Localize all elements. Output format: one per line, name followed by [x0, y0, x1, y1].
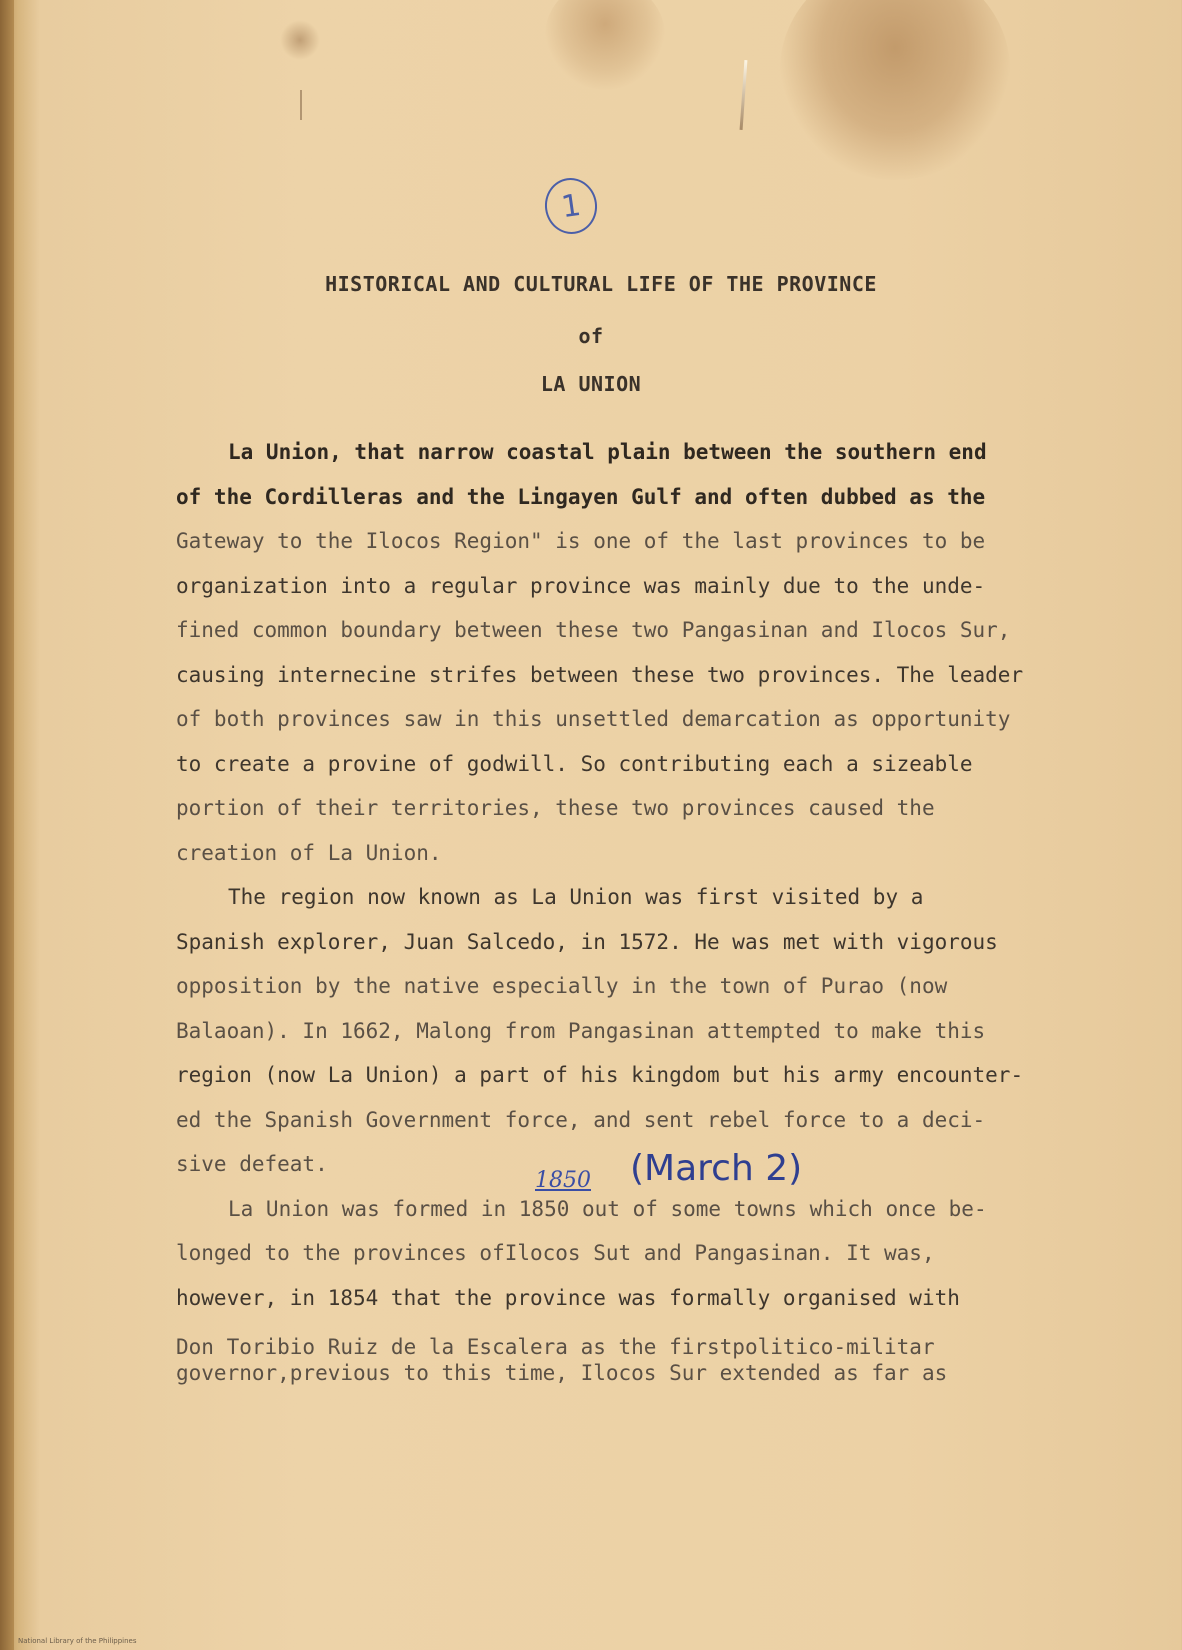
library-footer: National Library of the Philippines: [18, 1637, 137, 1645]
text-line: La Union was formed in 1850 out of some towns which once be-: [228, 1196, 987, 1221]
document-title-of: of: [578, 324, 604, 348]
text-line: organization into a regular province was mainly due to the unde-: [176, 573, 986, 598]
handwritten-date-note: (March 2): [630, 1148, 803, 1189]
text-line: Spanish explorer, Juan Salcedo, in 1572. He was met with vigorous: [176, 929, 998, 954]
text-line: governor,previous to this time, Ilocos Sur extended as far as: [176, 1361, 948, 1385]
text-line: longed to the provinces ofIlocos Sut and Pangasinan. It was,: [176, 1241, 935, 1265]
page-number: [541, 175, 600, 238]
document-title: HISTORICAL AND CULTURAL LIFE OF THE PROVINCE: [325, 272, 877, 296]
handwritten-year-correction: 1850: [535, 1168, 591, 1193]
paper-tear: [740, 60, 748, 130]
text-line: The region now known as La Union was first visited by a: [228, 885, 924, 909]
text-line: of both provinces saw in this unsettled demarcation as opportunity: [176, 707, 1011, 731]
text-line: however, in 1854 that the province was formally organised with: [176, 1285, 960, 1310]
text-line: Balaoan). In 1662, Malong from Pangasinan attempted to make this: [176, 1018, 986, 1043]
document-body: [176, 430, 1076, 1386]
paper-crease: [300, 90, 302, 120]
page-binding-edge: [0, 0, 14, 1650]
document-title-province: LA UNION: [540, 372, 642, 396]
text-line: of the Cordilleras and the Lingayen Gulf and often dubbed as the: [176, 484, 986, 509]
text-line: portion of their territories, these two provinces caused the: [176, 796, 935, 820]
water-stain: [545, 0, 665, 90]
text-line: sive defeat.: [176, 1152, 328, 1176]
ink-spot: [280, 20, 320, 60]
text-line: fined common boundary between these two Pangasinan and Ilocos Sur,: [176, 618, 1011, 642]
text-line: region (now La Union) a part of his kingdom but his army encounter-: [176, 1063, 1024, 1087]
text-line: La Union, that narrow coastal plain between the southern end: [228, 440, 987, 464]
water-stain: [780, 0, 1010, 180]
text-line: Don Toribio Ruiz de la Escalera as the firstpolitico-militar: [176, 1335, 935, 1359]
page-number-text: 1: [559, 187, 583, 225]
text-line: ed the Spanish Government force, and sent rebel force to a deci-: [176, 1107, 986, 1132]
text-line: opposition by the native especially in the town of Purao (now: [176, 974, 948, 998]
text-line: Gateway to the Ilocos Region" is one of the last provinces to be: [176, 529, 986, 553]
text-line: causing internecine strifes between these two provinces. The leader: [176, 662, 1024, 687]
text-line: creation of La Union.: [176, 840, 442, 865]
text-line: to create a provine of godwill. So contributing each a sizeable: [176, 751, 973, 776]
